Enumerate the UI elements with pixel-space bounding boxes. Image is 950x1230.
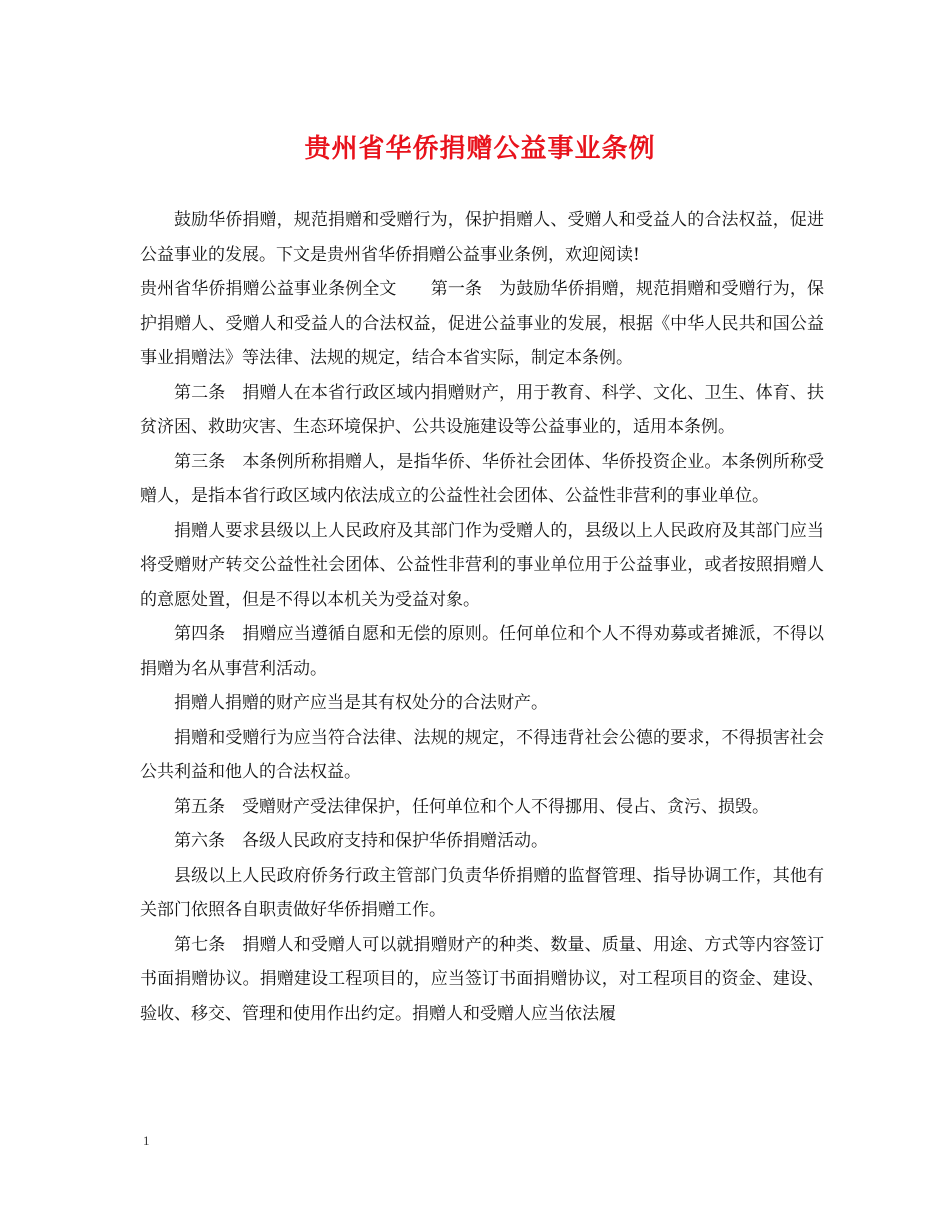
paragraph-article-7: 第七条 捐赠人和受赠人可以就捐赠财产的种类、数量、质量、用途、方式等内容签订书面捐赠协议。捐赠建设工程项目的，应当签订书面捐赠协议，对工程项目的资金、建设、验收、移交、管理和使用作出约定。捐赠人和受赠人应当依法履 <box>140 934 824 1024</box>
paragraph-article-3: 第三条 本条例所称捐赠人，是指华侨、华侨社会团体、华侨投资企业。本条例所称受赠人，是指本省行政区域内依法成立的公益性社会团体、公益性非营利的事业单位。 <box>140 451 824 506</box>
paragraph-article-2: 第二条 捐赠人在本省行政区域内捐赠财产，用于教育、科学、文化、卫生、体育、扶贫济困、救助灾害、生态环境保护、公共设施建设等公益事业的，适用本条例。 <box>140 382 824 437</box>
page-number: 1 <box>143 1133 150 1148</box>
paragraph-article-6-clause-2: 县级以上人民政府侨务行政主管部门负责华侨捐赠的监督管理、指导协调工作，其他有关部门依照各自职责做好华侨捐赠工作。 <box>140 865 824 920</box>
paragraph-article-4: 第四条 捐赠应当遵循自愿和无偿的原则。任何单位和个人不得劝募或者摊派，不得以捐赠为名从事营利活动。 <box>140 624 824 679</box>
paragraph-article-1: 贵州省华侨捐赠公益事业条例全文 第一条 为鼓励华侨捐赠，规范捐赠和受赠行为，保护捐赠人、受赠人和受益人的合法权益，促进公益事业的发展，根据《中华人民共和国公益事业捐赠法》等法律、法规的规定，结合本省实际，制定本条例。 <box>140 279 824 368</box>
paragraph-article-6: 第六条 各级人民政府支持和保护华侨捐赠活动。 <box>174 831 548 851</box>
paragraph-article-5: 第五条 受赠财产受法律保护，任何单位和个人不得挪用、侵占、贪污、损毁。 <box>174 796 769 817</box>
document-title: 贵州省华侨捐赠公益事业条例 <box>304 134 656 164</box>
paragraph-intro: 鼓励华侨捐赠，规范捐赠和受赠行为，保护捐赠人、受赠人和受益人的合法权益，促进公益事业的发展。下文是贵州省华侨捐赠公益事业条例，欢迎阅读! <box>140 210 824 265</box>
document-body <box>140 203 824 1031</box>
paragraph-article-4-clause-2: 捐赠人捐赠的财产应当是其有权处分的合法财产。 <box>174 693 548 713</box>
paragraph-article-3-clause-2: 捐赠人要求县级以上人民政府及其部门作为受赠人的，县级以上人民政府及其部门应当将受赠财产转交公益性社会团体、公益性非营利的事业单位用于公益事业，或者按照捐赠人的意愿处置，但是不得以本机关为受益对象。 <box>140 520 824 610</box>
paragraph-article-4-clause-3: 捐赠和受赠行为应当符合法律、法规的规定，不得违背社会公德的要求，不得损害社会公共利益和他人的合法权益。 <box>140 727 824 782</box>
